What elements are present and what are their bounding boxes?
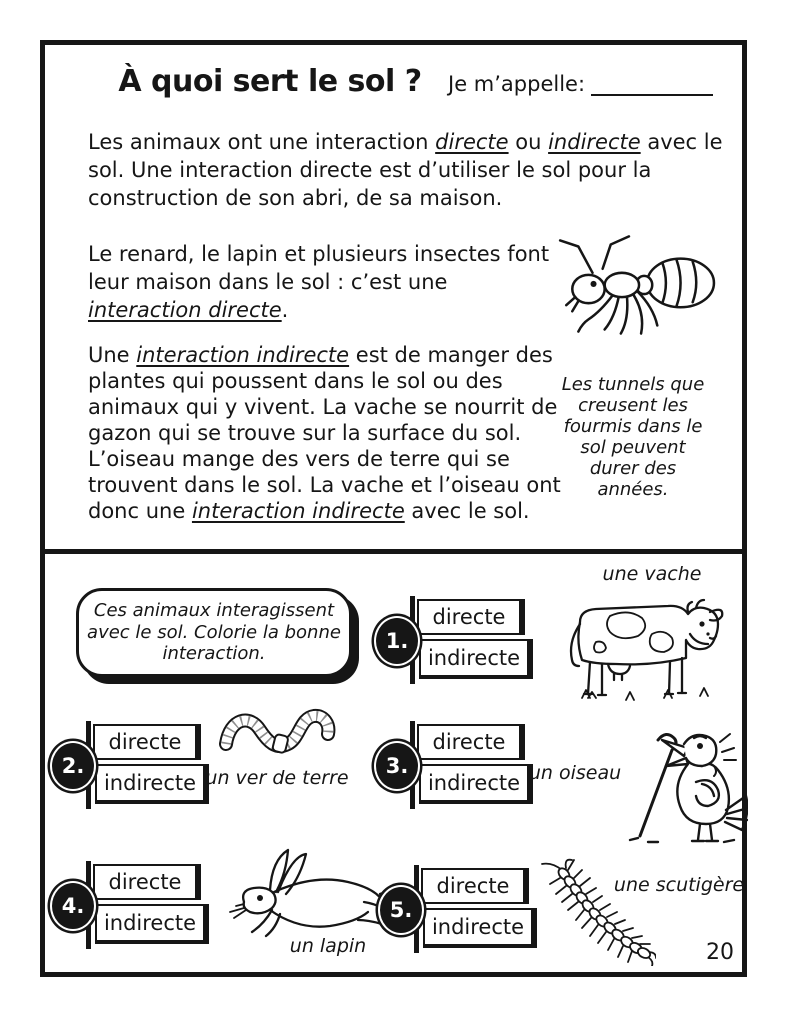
emphasis-interaction-directe: interaction directe: [88, 298, 282, 322]
text-run: .: [281, 298, 289, 322]
animal-label-vache: une vache: [602, 563, 702, 585]
section-divider: [40, 549, 747, 554]
animal-label-ver-de-terre: un ver de terre: [205, 767, 349, 789]
item-number-badge-4: 4.: [50, 881, 96, 931]
emphasis-interaction-indirecte: interaction indirecte: [136, 343, 350, 367]
emphasis-interaction-indirecte: interaction indirecte: [191, 499, 405, 523]
option-directe-4[interactable]: directe: [93, 864, 201, 900]
item-number-badge-2: 2.: [50, 741, 96, 791]
text-run: Les animaux ont une interaction: [88, 130, 436, 154]
text-run: est de manger des plantes qui poussent dans le sol ou des animaux qui y vivent. La vache se nourrit de gazon qui se trouve sur la surface du sol. L’oiseau mange des vers de terre qui se trouvent dans le sol. La vache et l’oiseau ont donc une: [88, 343, 561, 523]
intro-paragraph-2: [88, 240, 558, 324]
item-4-choices: [61, 864, 216, 948]
option-indirecte-1[interactable]: indirecte: [419, 639, 533, 679]
item-5-choices: [389, 868, 544, 952]
text-run: avec le sol. Une interaction directe est d’utiliser le sol pour la construction de son abri, de sa maison.: [88, 130, 723, 210]
emphasis-directe: directe: [435, 130, 509, 154]
bird-illustration: [614, 722, 748, 852]
item-number-badge-3: 3.: [374, 741, 420, 791]
option-directe-2[interactable]: directe: [93, 724, 201, 760]
option-indirecte-3[interactable]: indirecte: [419, 764, 533, 804]
option-directe-1[interactable]: directe: [417, 599, 525, 635]
item-2-choices: [61, 724, 216, 808]
text-run: Le renard, le lapin et plusieurs insectes font leur maison dans le sol : c’est une: [88, 242, 550, 294]
option-indirecte-4[interactable]: indirecte: [95, 904, 209, 944]
emphasis-indirecte: indirecte: [548, 130, 641, 154]
option-directe-3[interactable]: directe: [417, 724, 525, 760]
worm-illustration: [218, 702, 336, 766]
animal-label-oiseau: un oiseau: [528, 762, 622, 784]
ant-illustration: [548, 232, 718, 344]
instruction-bubble: Ces animaux interagissent avec le sol. Colorie la bonne interaction.: [76, 588, 352, 677]
intro-paragraph-3: [88, 342, 588, 524]
name-label: Je m’appelle:: [448, 72, 586, 96]
item-number-badge-1: 1.: [374, 616, 420, 666]
text-run: ou: [508, 130, 549, 154]
name-blank-line[interactable]: [591, 70, 713, 96]
text-run: avec le sol.: [404, 499, 530, 523]
option-directe-5[interactable]: directe: [421, 868, 529, 904]
option-indirecte-5[interactable]: indirecte: [423, 908, 537, 948]
animal-label-lapin: un lapin: [289, 935, 367, 957]
ant-caption: Les tunnels que creusent les fourmis dans le sol peuvent durer des années.: [561, 374, 705, 500]
intro-paragraph-1: [88, 128, 738, 212]
text-run: Une: [88, 343, 137, 367]
cow-illustration: [552, 582, 724, 702]
item-1-choices: [385, 599, 540, 683]
item-3-choices: [385, 724, 540, 808]
name-field-row: [448, 70, 713, 96]
animal-label-scutigere: une scutigère: [613, 874, 745, 896]
page-title: À quoi sert le sol ?: [118, 64, 422, 99]
item-number-badge-5: 5.: [378, 885, 424, 935]
rabbit-illustration: [214, 846, 396, 942]
page-number: 20: [706, 940, 734, 965]
option-indirecte-2[interactable]: indirecte: [95, 764, 209, 804]
